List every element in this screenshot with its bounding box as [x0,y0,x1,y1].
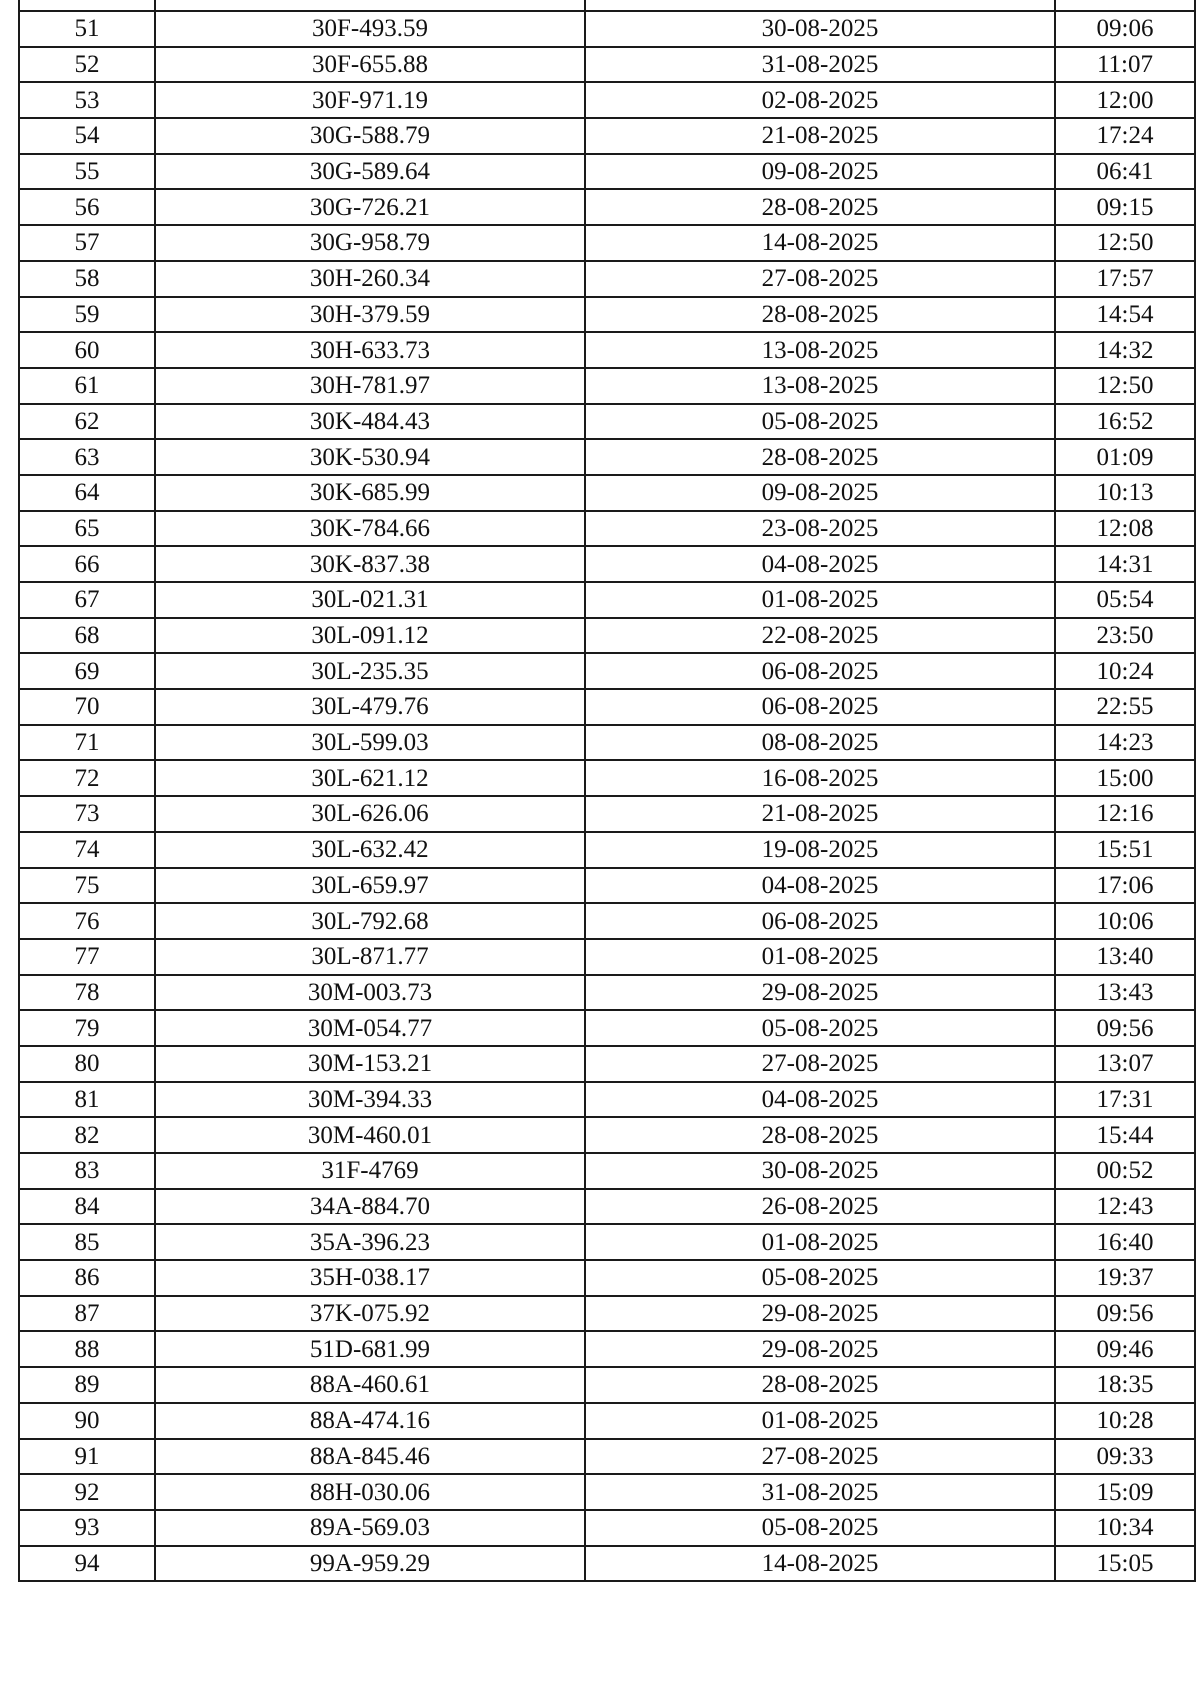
date-cell: 09-08-2025 [585,154,1055,190]
license-plate-cell: 30G-588.79 [155,118,585,154]
table-row [19,225,1195,261]
table-row [19,689,1195,725]
date-cell: 22-08-2025 [585,618,1055,654]
time-cell: 17:06 [1055,868,1195,904]
table-row [19,1153,1195,1189]
license-plate-cell: 30G-589.64 [155,154,585,190]
time-cell: 12:50 [1055,225,1195,261]
time-cell: 09:56 [1055,1010,1195,1046]
date-cell: 27-08-2025 [585,261,1055,297]
time-cell: 23:50 [1055,618,1195,654]
table-row [19,1082,1195,1118]
time-cell: 05:54 [1055,582,1195,618]
license-plate-cell: 30H-379.59 [155,297,585,333]
license-plate-cell: 30H-260.34 [155,261,585,297]
table-row [19,1510,1195,1546]
row-number-cell: 86 [19,1260,155,1296]
time-cell: 13:40 [1055,939,1195,975]
license-plate-cell: 51D-681.99 [155,1331,585,1367]
date-cell: 29-08-2025 [585,975,1055,1011]
stub-cell [155,0,585,11]
date-cell: 26-08-2025 [585,1189,1055,1225]
row-number-cell: 54 [19,118,155,154]
row-number-cell: 94 [19,1546,155,1582]
time-cell: 15:44 [1055,1117,1195,1153]
table-row [19,1189,1195,1225]
date-cell: 01-08-2025 [585,939,1055,975]
license-plate-cell: 88A-845.46 [155,1439,585,1475]
time-cell: 16:40 [1055,1224,1195,1260]
license-plate-cell: 30L-235.35 [155,653,585,689]
row-number-cell: 58 [19,261,155,297]
time-cell: 13:43 [1055,975,1195,1011]
time-cell: 10:28 [1055,1403,1195,1439]
row-number-cell: 93 [19,1510,155,1546]
date-cell: 06-08-2025 [585,903,1055,939]
license-plate-cell: 37K-075.92 [155,1296,585,1332]
license-plate-cell: 89A-569.03 [155,1510,585,1546]
row-number-cell: 91 [19,1439,155,1475]
time-cell: 12:50 [1055,368,1195,404]
table-row [19,1046,1195,1082]
license-plate-cell: 30H-781.97 [155,368,585,404]
time-cell: 15:51 [1055,832,1195,868]
time-cell: 09:33 [1055,1439,1195,1475]
license-plate-cell: 30M-460.01 [155,1117,585,1153]
date-cell: 04-08-2025 [585,868,1055,904]
license-plate-cell: 30M-054.77 [155,1010,585,1046]
date-cell: 29-08-2025 [585,1331,1055,1367]
time-cell: 14:23 [1055,725,1195,761]
row-number-cell: 51 [19,11,155,47]
date-cell: 23-08-2025 [585,511,1055,547]
table-row [19,1260,1195,1296]
row-number-cell: 77 [19,939,155,975]
row-number-cell: 60 [19,332,155,368]
row-number-cell: 89 [19,1367,155,1403]
license-plate-cell: 88A-460.61 [155,1367,585,1403]
time-cell: 15:00 [1055,760,1195,796]
license-plate-cell: 30M-003.73 [155,975,585,1011]
table-row [19,11,1195,47]
stub-cell [585,0,1055,11]
date-cell: 05-08-2025 [585,404,1055,440]
table-row [19,1296,1195,1332]
license-plate-cell: 88H-030.06 [155,1474,585,1510]
stub-cell [19,0,155,11]
license-plate-cell: 30H-633.73 [155,332,585,368]
row-number-cell: 68 [19,618,155,654]
license-plate-cell: 30L-621.12 [155,760,585,796]
records-table [18,0,1196,1582]
date-cell: 14-08-2025 [585,1546,1055,1582]
date-cell: 31-08-2025 [585,1474,1055,1510]
table-row [19,975,1195,1011]
license-plate-cell: 30L-632.42 [155,832,585,868]
time-cell: 10:34 [1055,1510,1195,1546]
table-row [19,261,1195,297]
date-cell: 28-08-2025 [585,439,1055,475]
row-number-cell: 70 [19,689,155,725]
date-cell: 21-08-2025 [585,118,1055,154]
time-cell: 09:15 [1055,189,1195,225]
time-cell: 12:43 [1055,1189,1195,1225]
license-plate-cell: 30K-530.94 [155,439,585,475]
date-cell: 04-08-2025 [585,1082,1055,1118]
date-cell: 19-08-2025 [585,832,1055,868]
row-number-cell: 62 [19,404,155,440]
table-row [19,404,1195,440]
time-cell: 12:08 [1055,511,1195,547]
license-plate-cell: 30L-659.97 [155,868,585,904]
time-cell: 09:56 [1055,1296,1195,1332]
license-plate-cell: 30L-792.68 [155,903,585,939]
time-cell: 14:32 [1055,332,1195,368]
row-number-cell: 87 [19,1296,155,1332]
date-cell: 06-08-2025 [585,653,1055,689]
date-cell: 06-08-2025 [585,689,1055,725]
time-cell: 17:57 [1055,261,1195,297]
table-row [19,1367,1195,1403]
row-number-cell: 64 [19,475,155,511]
table-row [19,1010,1195,1046]
license-plate-cell: 30L-479.76 [155,689,585,725]
row-number-cell: 72 [19,760,155,796]
license-plate-cell: 30F-655.88 [155,47,585,83]
time-cell: 10:13 [1055,475,1195,511]
time-cell: 11:07 [1055,47,1195,83]
time-cell: 12:00 [1055,82,1195,118]
time-cell: 14:31 [1055,546,1195,582]
license-plate-cell: 30F-493.59 [155,11,585,47]
row-number-cell: 52 [19,47,155,83]
date-cell: 27-08-2025 [585,1439,1055,1475]
table-row [19,832,1195,868]
date-cell: 08-08-2025 [585,725,1055,761]
row-number-cell: 73 [19,796,155,832]
time-cell: 10:06 [1055,903,1195,939]
license-plate-cell: 30F-971.19 [155,82,585,118]
time-cell: 06:41 [1055,154,1195,190]
date-cell: 28-08-2025 [585,297,1055,333]
date-cell: 02-08-2025 [585,82,1055,118]
date-cell: 30-08-2025 [585,1153,1055,1189]
license-plate-cell: 30L-626.06 [155,796,585,832]
license-plate-cell: 35A-396.23 [155,1224,585,1260]
time-cell: 22:55 [1055,689,1195,725]
table-row [19,511,1195,547]
time-cell: 00:52 [1055,1153,1195,1189]
row-number-cell: 74 [19,832,155,868]
table-row [19,154,1195,190]
table-top-continuation [19,0,1195,11]
date-cell: 05-08-2025 [585,1510,1055,1546]
row-number-cell: 80 [19,1046,155,1082]
date-cell: 16-08-2025 [585,760,1055,796]
table-row [19,475,1195,511]
date-cell: 13-08-2025 [585,368,1055,404]
date-cell: 30-08-2025 [585,11,1055,47]
license-plate-cell: 31F-4769 [155,1153,585,1189]
row-number-cell: 79 [19,1010,155,1046]
license-plate-cell: 30L-091.12 [155,618,585,654]
date-cell: 29-08-2025 [585,1296,1055,1332]
time-cell: 12:16 [1055,796,1195,832]
license-plate-cell: 34A-884.70 [155,1189,585,1225]
date-cell: 14-08-2025 [585,225,1055,261]
time-cell: 19:37 [1055,1260,1195,1296]
time-cell: 18:35 [1055,1367,1195,1403]
date-cell: 09-08-2025 [585,475,1055,511]
date-cell: 01-08-2025 [585,1403,1055,1439]
row-number-cell: 57 [19,225,155,261]
table-row [19,653,1195,689]
license-plate-cell: 35H-038.17 [155,1260,585,1296]
table-row [19,1224,1195,1260]
table-row [19,546,1195,582]
table-row [19,868,1195,904]
date-cell: 28-08-2025 [585,189,1055,225]
time-cell: 13:07 [1055,1046,1195,1082]
license-plate-cell: 30L-021.31 [155,582,585,618]
time-cell: 09:06 [1055,11,1195,47]
license-plate-cell: 30G-726.21 [155,189,585,225]
date-cell: 13-08-2025 [585,332,1055,368]
time-cell: 17:24 [1055,118,1195,154]
license-plate-cell: 99A-959.29 [155,1546,585,1582]
table-row [19,618,1195,654]
row-number-cell: 78 [19,975,155,1011]
row-number-cell: 83 [19,1153,155,1189]
license-plate-cell: 30K-837.38 [155,546,585,582]
row-number-cell: 66 [19,546,155,582]
table-row [19,439,1195,475]
row-number-cell: 84 [19,1189,155,1225]
stub-cell [1055,0,1195,11]
table-row [19,725,1195,761]
row-number-cell: 75 [19,868,155,904]
date-cell: 28-08-2025 [585,1117,1055,1153]
date-cell: 05-08-2025 [585,1010,1055,1046]
table-row [19,796,1195,832]
table-row [19,582,1195,618]
time-cell: 15:05 [1055,1546,1195,1582]
row-number-cell: 71 [19,725,155,761]
table-row [19,760,1195,796]
table-row [19,1403,1195,1439]
row-number-cell: 90 [19,1403,155,1439]
time-cell: 01:09 [1055,439,1195,475]
time-cell: 10:24 [1055,653,1195,689]
license-plate-cell: 30L-599.03 [155,725,585,761]
row-number-cell: 59 [19,297,155,333]
table-row [19,939,1195,975]
row-number-cell: 67 [19,582,155,618]
date-cell: 01-08-2025 [585,1224,1055,1260]
table-row [19,1439,1195,1475]
date-cell: 01-08-2025 [585,582,1055,618]
date-cell: 28-08-2025 [585,1367,1055,1403]
license-plate-cell: 30M-153.21 [155,1046,585,1082]
date-cell: 31-08-2025 [585,47,1055,83]
records-table-body [19,0,1195,1581]
table-row [19,1331,1195,1367]
table-row [19,1117,1195,1153]
row-number-cell: 56 [19,189,155,225]
license-plate-cell: 30K-685.99 [155,475,585,511]
row-number-cell: 69 [19,653,155,689]
row-number-cell: 82 [19,1117,155,1153]
row-number-cell: 55 [19,154,155,190]
row-number-cell: 63 [19,439,155,475]
table-row [19,368,1195,404]
license-plate-cell: 30L-871.77 [155,939,585,975]
license-plate-cell: 30G-958.79 [155,225,585,261]
table-row [19,47,1195,83]
time-cell: 16:52 [1055,404,1195,440]
date-cell: 04-08-2025 [585,546,1055,582]
table-row [19,82,1195,118]
row-number-cell: 76 [19,903,155,939]
table-row [19,903,1195,939]
date-cell: 05-08-2025 [585,1260,1055,1296]
row-number-cell: 61 [19,368,155,404]
table-row [19,189,1195,225]
license-plate-cell: 30K-784.66 [155,511,585,547]
table-row [19,1546,1195,1582]
license-plate-cell: 30M-394.33 [155,1082,585,1118]
table-row [19,118,1195,154]
row-number-cell: 53 [19,82,155,118]
row-number-cell: 65 [19,511,155,547]
row-number-cell: 88 [19,1331,155,1367]
date-cell: 27-08-2025 [585,1046,1055,1082]
license-plate-cell: 88A-474.16 [155,1403,585,1439]
table-row [19,297,1195,333]
row-number-cell: 85 [19,1224,155,1260]
table-row [19,332,1195,368]
table-row [19,1474,1195,1510]
time-cell: 14:54 [1055,297,1195,333]
date-cell: 21-08-2025 [585,796,1055,832]
time-cell: 15:09 [1055,1474,1195,1510]
license-plate-cell: 30K-484.43 [155,404,585,440]
row-number-cell: 92 [19,1474,155,1510]
row-number-cell: 81 [19,1082,155,1118]
time-cell: 17:31 [1055,1082,1195,1118]
time-cell: 09:46 [1055,1331,1195,1367]
